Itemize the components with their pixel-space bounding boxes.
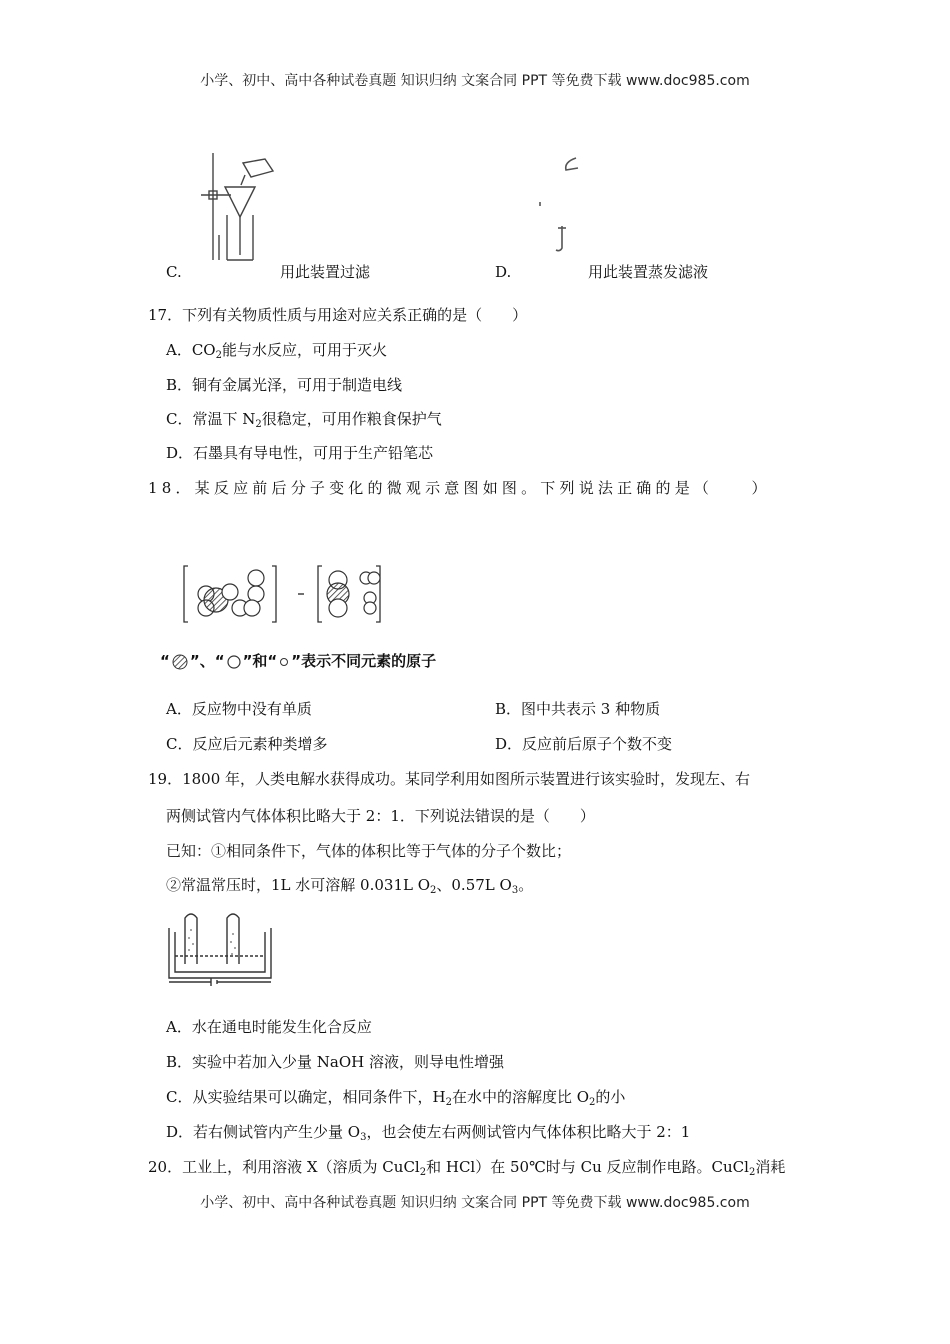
- q16-option-c-letter: C.: [166, 263, 182, 281]
- molecule-reaction-diagram: [180, 560, 395, 630]
- page-header: 小学、初中、高中各种试卷真题 知识归纳 文案合同 PPT 等免费下载 www.doc985.com: [200, 73, 750, 89]
- q18-option-c: C．反应后元素种类增多: [166, 735, 328, 753]
- electrolysis-apparatus-figure: [165, 908, 280, 988]
- q19-option-a: A．水在通电时能发生化合反应: [166, 1018, 372, 1036]
- q18-option-a: A．反应物中没有单质: [166, 700, 312, 718]
- q16-option-d-text: 用此装置蒸发滤液: [588, 263, 709, 281]
- q17-option-b: B．铜有金属光泽，可用于制造电线: [166, 376, 403, 394]
- q19-stem-line-1: 19．1800 年，人类电解水获得成功。某同学利用如图所示装置进行该实验时，发现左、右: [148, 770, 751, 788]
- q19-option-c: C．从实验结果可以确定，相同条件下，$H_2$在水中的溶解度比 $O_2$的小: [166, 1088, 626, 1108]
- q19-stem-line-2: 两侧试管内气体体积比略大于 2：1．下列说法错误的是（ ）: [166, 807, 595, 825]
- page-footer: 小学、初中、高中各种试卷真题 知识归纳 文案合同 PPT 等免费下载 www.doc985.com: [200, 1195, 750, 1211]
- q19-known-1: 已知：①相同条件下，气体的体积比等于气体的分子个数比；: [166, 842, 572, 860]
- q18-option-d: D．反应前后原子个数不变: [495, 735, 673, 753]
- evaporation-apparatus-figure: [528, 148, 598, 258]
- q16-option-c-text: 用此装置过滤: [280, 263, 371, 281]
- filtration-apparatus-figure: [195, 145, 295, 265]
- q19-option-b: B．实验中若加入少量 NaOH 溶液，则导电性增强: [166, 1053, 505, 1071]
- q18-option-b: B．图中共表示 3 种物质: [495, 700, 661, 718]
- q17-option-a: A．$CO_2$能与水反应，可用于灭火: [166, 341, 387, 361]
- q18-stem: 18．某反应前后分子变化的微观示意图如图。下列说法正确的是（ ）: [148, 479, 771, 497]
- q17-stem: 17．下列有关物质性质与用途对应关系正确的是（ ）: [148, 306, 528, 324]
- q19-option-d: D．若右侧试管内产生少量 $O_3$，也会使左右两侧试管内气体体积比略大于 2：1: [166, 1123, 691, 1143]
- q17-option-c: C．常温下 $N_2$很稳定，可用作粮食保护气: [166, 410, 442, 430]
- q16-option-d-letter: D.: [495, 263, 512, 281]
- small-atom-icon: [277, 654, 291, 670]
- white-atom-icon: [225, 654, 243, 670]
- q17-option-d: D．石墨具有导电性，可用于生产铅笔芯: [166, 444, 434, 462]
- q18-legend: “ ”、“ ”和“ ”表示不同元素的原子: [160, 652, 437, 670]
- q20-stem: 20．工业上，利用溶液 X（溶质为 CuCl$_2$和 HCl）在 50℃时与 Cu 反应制作电路。CuCl$_2$消耗: [148, 1158, 786, 1178]
- hatched-atom-icon: [170, 654, 190, 670]
- q19-known-2: ②常温常压时，1L 水可溶解 0.031L $O_2$、0.57L $O_3$。: [166, 876, 534, 896]
